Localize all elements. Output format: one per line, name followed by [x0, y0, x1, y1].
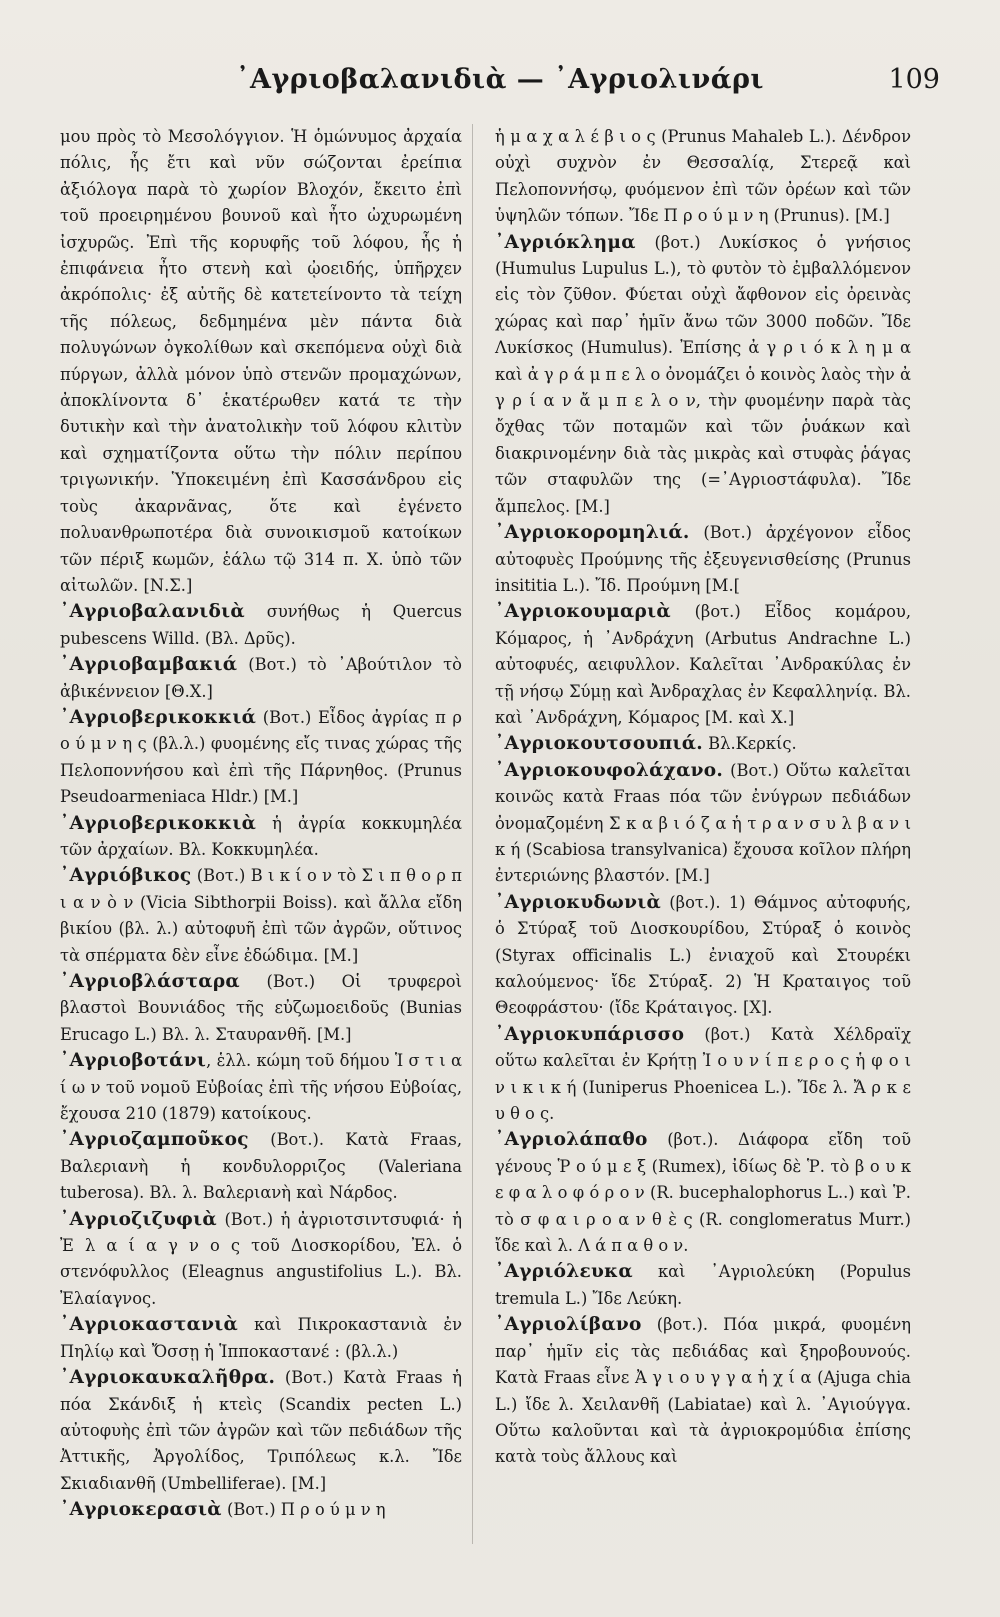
- entry-text: (Βοτ.) Οἱ τρυφεροὶ βλαστοὶ Βουνιάδος τῆς εὐζωμοειδοῦς (Bunias Erucago L.) Βλ. λ. Σταυρανθῆ. [Μ.]: [60, 972, 462, 1044]
- entry-text: μου πρὸς τὸ Μεσολόγγιον. Ἡ ὁμώνυμος ἀρχαία πόλις, ἧς ἔτι καὶ νῦν σώζονται ἐρείπια ἀξιόλογα παρὰ τὸ χωρίον Βλοχόν, ἔκειτο ἐπὶ τοῦ προειρημένου βουνοῦ καὶ ἦτο ὠχυρωμένη ἰσχυρῶς. Ἐπὶ τῆς κορυφῆς τοῦ λόφου, ἧς ἡ ἐπιφάνεια ἦτο στενὴ καὶ ᾠοειδής, ὑπῆρχεν ἀκρόπολις· ἐξ αὐτῆς δὲ κατετείνοντο τὰ τείχη τῆς πόλεως, δεδμημένα μὲν πάντα διὰ πολυγώνων ὀγκολίθων καὶ σκεπόμενα οὐχὶ διὰ πύργων, ἀλλὰ μόνον ὑπὸ στενῶν προμαχώνων, ἀποκλίνοντα δ᾿ ἑκατέρωθεν κατά τε τὴν δυτικὴν καὶ τὴν ἀνατολικὴν τοῦ λόφου κλιτὺν καὶ σχηματίζοντα οὕτω τὴν πόλιν περίπου τριγωνικήν. Ὑποκειμένη ἐπὶ Κασσάνδρου εἰς τοὺς ἀκαρνᾶνας, ὅτε καὶ ἐγένετο πολυανθρωποτέρα διὰ συνοικισμοῦ κατοίκων τῶν πέριξ κωμῶν, ἑάλω τῷ 314 π. Χ. ὑπὸ τῶν αἰτωλῶν. [Ν.Σ.]: [60, 127, 462, 595]
- entry-headword: ᾿Αγριοβοτάνι: [60, 1050, 207, 1072]
- entry-headword: ᾿Αγριοζιζυφιὰ: [60, 1208, 217, 1230]
- running-head: ᾿Αγριοβαλανιδιὰ — ᾿Αγριολινάρι: [236, 64, 764, 95]
- entry-headword: ᾿Αγριολάπαθο: [495, 1129, 648, 1151]
- entry-text: (Βοτ.) Π ρ ο ύ μ ν η: [221, 1500, 386, 1520]
- entry-text: (Βοτ.) τὸ ᾿Αβούτιλον τὸ ἀβικέννειον [Θ.Χ.]: [60, 655, 462, 701]
- entry-text: (βοτ.) Εἶδος κομάρου, Κόμαρος, ἡ ᾿Ανδράχνη (Arbutus Andrachne L.) αὐτοφυές, αειφυλλον. Καλεῖται ᾿Ανδρακύλας ἐν τῇ νήσῳ Σύμῃ καὶ Ἀνδραχλας ἐν Κεφαλληνίᾳ. Βλ. καὶ ᾿Ανδράχνη, Κόμαρος [Μ. καὶ Χ.]: [495, 602, 911, 727]
- dictionary-entry: [495, 1259, 911, 1312]
- dictionary-entry: [495, 1022, 911, 1128]
- dictionary-entry: [495, 124, 911, 230]
- dictionary-entry: [495, 731, 911, 757]
- entry-headword: ᾿Αγριολίβανο: [495, 1314, 642, 1336]
- dictionary-entry: [60, 1312, 462, 1365]
- entry-text: (Βοτ.) Κατὰ Fraas ἡ πόα Σκάνδιξ ἡ κτεὶς (Scandix pecten L.) αὐτοφυὴς ἐπὶ τῶν ἀγρῶν καὶ τῶν πεδιάδων τῆς Ἀττικῆς, Ἀργολίδος, Τριπόλεως κ.λ. Ἴδε Σκιαδιανθῆ (Umbelliferae). [Μ.]: [60, 1368, 462, 1493]
- entry-text: (Βοτ.) Εἶδος ἀγρίας π ρ ο ύ μ ν η ς (βλ.λ.) φυομένης εἴς τινας χώρας τῆς Πελοποννήσου καὶ ἐπὶ τῆς Πάρνηθος. (Prunus Pseudoarmeniaca Hldr.) [Μ.]: [60, 707, 462, 807]
- dictionary-entry: [495, 1127, 911, 1259]
- entry-headword: ᾿Αγριοκερασιὰ: [60, 1499, 222, 1521]
- column-divider: [472, 124, 473, 1544]
- dictionary-entry: [60, 1048, 462, 1127]
- entry-headword: ᾿Αγριοκορομηλιά.: [495, 522, 690, 544]
- entry-headword: ᾿Αγριοβλάσταρα: [60, 971, 240, 992]
- entry-headword: ᾿Αγριοζαμποῦκος: [60, 1129, 249, 1151]
- entry-headword: ᾿Αγριόκλημα: [495, 231, 636, 253]
- dictionary-entry: [60, 652, 462, 705]
- right-column: [495, 124, 911, 1471]
- entry-headword: ᾿Αγριοκαυκαλῆθρα.: [60, 1367, 276, 1389]
- entry-headword: ᾿Αγριόβικος: [60, 865, 192, 887]
- dictionary-entry: [60, 811, 462, 864]
- entry-text: Βλ.Κερκίς.: [703, 734, 797, 754]
- entry-headword: ᾿Αγριοβαμβακιά: [60, 654, 238, 676]
- entry-headword: ᾿Αγριοκουφολάχανο.: [495, 759, 724, 781]
- entry-text: ἡ ἀγρία κοκκυμηλέα τῶν ἀρχαίων. Βλ. Κοκκυμηλέα.: [60, 813, 462, 859]
- dictionary-entry: [495, 890, 911, 1022]
- entry-text: , ἑλλ. κώμη τοῦ δήμου Ἱ σ τ ι α ί ω ν τοῦ νομοῦ Εὐβοίας ἐπὶ τῆς νήσου Εὐβοίας, ἔχουσα 210 (1879) κατοίκους.: [60, 1051, 462, 1124]
- dictionary-entry: [495, 758, 911, 890]
- dictionary-entry: [60, 705, 462, 811]
- entry-text: (Βοτ.) ἡ ἀγριοτσιντσυφιά· ἡ Ἐ λ α ί α γ ν ο ς τοῦ Διοσκορίδου, Ἐλ. ὁ στενόφυλλος (Eleagnus angustifolius L.). Βλ. Ἐλαίαγνος.: [60, 1209, 462, 1308]
- dictionary-entry: [495, 230, 911, 520]
- entry-headword: ᾿Αγριοκουμαριὰ: [495, 601, 671, 623]
- entry-text: καὶ ᾿Αγριολεύκη (Populus tremula L.) Ἴδε Λεύκη.: [495, 1262, 911, 1308]
- dictionary-entry: [60, 969, 462, 1048]
- entry-headword: ᾿Αγριοβερικοκκιά: [60, 706, 257, 728]
- dictionary-entry: [495, 520, 911, 599]
- entry-text: καὶ Πικροκαστανιὰ ἐν Πηλίῳ καὶ Ὄσσῃ ἡ Ἱπποκαστανέ : (βλ.λ.): [60, 1315, 462, 1361]
- entry-headword: ᾿Αγριοβαλανιδιὰ: [60, 601, 245, 623]
- dictionary-entry: [60, 1127, 462, 1206]
- entry-text: (Βοτ.) Οὕτω καλεῖται κοινῶς κατὰ Fraas πόα τῶν ἐνύγρων πεδιάδων ὀνομαζομένη Σ κ α β ι ό ζ α ἡ τ ρ α ν σ υ λ β α ν ι κ ή (Scabiosa transylvanica) ἔχουσα κοῖλον πλήρη ἐντεριώνης βλαστόν. [Μ.]: [495, 760, 911, 886]
- dictionary-entry: [60, 1207, 462, 1313]
- page-header: [60, 60, 940, 100]
- entry-text: συνήθως ἡ Quercus pubescens Willd. (Βλ. Δρῦς).: [60, 602, 462, 648]
- dictionary-entry: [60, 1497, 462, 1523]
- entry-text: (Βοτ.) Β ι κ ί ο ν τὸ Σ ι π θ ο ρ π ι α ν ὸ ν (Vicia Sibthorpii Boiss). καὶ ἄλλα εἴδη βικίου (βλ. λ.) αὐτοφυῆ ἐπὶ τῶν ἀγρῶν, οὕτινος τὰ σπέρματα δὲν εἶνε ἐδώδιμα. [Μ.]: [60, 866, 462, 965]
- entry-text: (Βοτ.) ἀρχέγονον εἶδος αὐτοφυὲς Προύμνης τῆς ἐξευγενισθείσης (Prunus insititia L.). Ἴδ. Προύμνη [Μ.[: [495, 523, 911, 595]
- dictionary-entry: [495, 599, 911, 731]
- dictionary-entry: [60, 863, 462, 969]
- entry-headword: ᾿Αγριοκαστανιὰ: [60, 1314, 239, 1336]
- entry-headword: ᾿Αγριοκουτσουπιά.: [495, 733, 703, 755]
- entry-text: (βοτ.). Διάφορα εἴδη τοῦ γένους Ῥ ο ύ μ ε ξ (Rumex), ἰδίως δὲ Ῥ. τὸ β ο υ κ ε φ α λ ο φ ό ρ ο ν (R. bucephalophorus L..) καὶ Ῥ. τὸ σ φ α ι ρ ο α ν θ ὲ ς (R. conglomeratus Murr.) ἴδε καὶ λ. Λ ά π α θ ο ν.: [495, 1130, 911, 1256]
- page-number: 109: [888, 64, 940, 95]
- dictionary-entry: [60, 1365, 462, 1497]
- entry-headword: ᾿Αγριοβερικοκκιὰ: [60, 812, 257, 834]
- left-column: [60, 124, 462, 1524]
- entry-text: (βοτ.). Πόα μικρά, φυομένη παρ᾿ ἡμῖν εἰς τὰς πεδιάδας καὶ ξηροβουνούς. Κατὰ Fraas εἶνε Ἀ γ ι ο υ γ γ α ἡ χ ί α (Ajuga chia L.) ἴδε λ. Χειλανθῆ (Labiatae) καὶ λ. ᾿Αγιούγγα. Οὕτω καλοῦνται καὶ τὰ ἀγριοκρομύδια ἐπίσης κατὰ τοὺς ἄλλους καὶ: [495, 1315, 911, 1467]
- dictionary-entry: [60, 599, 462, 652]
- entry-text: (βοτ.) Λυκίσκος ὁ γνήσιος (Humulus Lupulus L.), τὸ φυτὸν τὸ ἐμβαλλόμενον εἰς τὸν ζῦθον. Φύεται οὐχὶ ἄφθονον εἰς ὀρεινὰς χώρας καὶ παρ᾿ ἡμῖν ἄνω τῶν 3000 ποδῶν. Ἴδε Λυκίσκος (Humulus). Ἐπίσης ἀ γ ρ ι ό κ λ η μ α καὶ ἀ γ ρ ά μ π ε λ ο ὀνομάζει ὁ κοινὸς λαὸς τὴν ἀ γ ρ ί α ν ἄ μ π ε λ ο ν, τὴν φυομένην παρὰ τὰς ὄχθας τῶν ποταμῶν καὶ τῶν ῥυάκων καὶ διακρινομένην διὰ τὰς μικρὰς καὶ στυφὰς ῥάγας τῶν σταφυλῶν της (=᾿Αγριοστάφυλα). Ἴδε ἄμπελος. [Μ.]: [495, 232, 911, 516]
- entry-text: (Βοτ.). Κατὰ Fraas, Βαλεριανὴ ἡ κονδυλορριζος (Valeriana tuberosa). Βλ. λ. Βαλεριανὴ καὶ Νάρδος.: [60, 1130, 462, 1203]
- dictionary-entry: [495, 1312, 911, 1470]
- dictionary-entry: [60, 124, 462, 599]
- entry-text: (βοτ.). 1) Θάμνος αὐτοφυής, ὁ Στύραξ τοῦ Διοσκουρίδου, Στύραξ ὁ κοινὸς (Styrax officinalis L.) ἐνιαχοῦ καὶ Στουρέκι καλούμενος· ἴδε Στύραξ. 2) Ἡ Κραταιγος τοῦ Θεοφράστου· (ἴδε Κράταιγος. [Χ].: [495, 892, 911, 1018]
- entry-headword: ᾿Αγριοκυπάρισσο: [495, 1023, 685, 1045]
- entry-text: (βοτ.) Κατὰ Χέλδραϊχ οὕτω καλεῖται ἐν Κρήτῃ Ἰ ο υ ν ί π ε ρ ο ς ἡ φ ο ι ν ι κ ι κ ή (Iuniperus Phoenicea L.). Ἴδε λ. Ἄ ρ κ ε υ θ ο ς.: [495, 1024, 911, 1124]
- entry-text: ἡ μ α χ α λ έ β ι ο ς (Prunus Mahaleb L.). Δένδρον οὐχὶ συχνὸν ἐν Θεσσαλίᾳ, Στερεᾷ καὶ Πελοποννήσῳ, φυόμενον ἐπὶ τῶν ὀρέων καὶ τῶν ὑψηλῶν τόπων. Ἴδε Π ρ ο ύ μ ν η (Prunus). [Μ.]: [495, 127, 911, 226]
- entry-headword: ᾿Αγριόλευκα: [495, 1261, 633, 1283]
- entry-headword: ᾿Αγριοκυδωνιὰ: [495, 891, 661, 913]
